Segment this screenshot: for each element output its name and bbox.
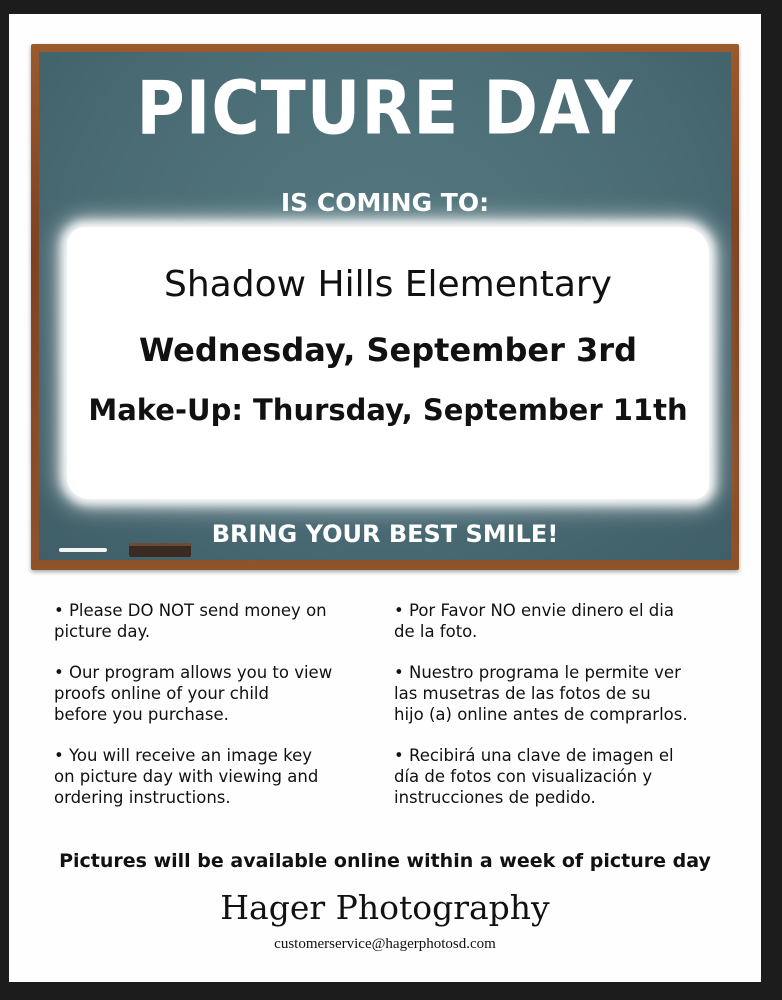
availability-note: Pictures will be available online within a week of picture day [59, 850, 711, 872]
spanish-bullet-1: • Por Favor NO envie dinero el dia de la foto. [394, 601, 674, 641]
brand-name: Hager Photography [220, 888, 550, 927]
spanish-bullet-3: • Recibirá una clave de imagen el día de fotos con visualización y instrucciones de pedido. [394, 746, 674, 807]
flyer-title: PICTURE DAY [136, 65, 634, 152]
spanish-bullet-2: • Nuestro programa le permite ver las musetras de las fotos de su hijo (a) online antes de comprarlos. [394, 663, 688, 724]
chalk-eraser [129, 543, 191, 557]
contact-email: customerservice@hagerphotosd.com [274, 936, 496, 952]
english-bullet-3: • You will receive an image key on picture day with viewing and ordering instructions. [54, 746, 319, 807]
flyer-page [9, 14, 761, 982]
english-bullets [54, 600, 364, 828]
chalk-stick [59, 548, 107, 552]
chalk-smudge-panel [67, 227, 709, 499]
tagline: BRING YOUR BEST SMILE! [211, 520, 559, 548]
picture-date: Wednesday, September 3rd [139, 331, 637, 369]
chalkboard-frame [31, 44, 739, 570]
english-bullet-2: • Our program allows you to view proofs online of your child before you purchase. [54, 663, 333, 724]
spanish-bullets [394, 600, 704, 828]
school-name: Shadow Hills Elementary [164, 264, 612, 305]
english-bullet-1: • Please DO NOT send money on picture day. [54, 601, 327, 641]
flyer-subtitle: IS COMING TO: [280, 188, 490, 217]
chalkboard [39, 52, 731, 560]
makeup-date: Make-Up: Thursday, September 11th [88, 393, 688, 427]
